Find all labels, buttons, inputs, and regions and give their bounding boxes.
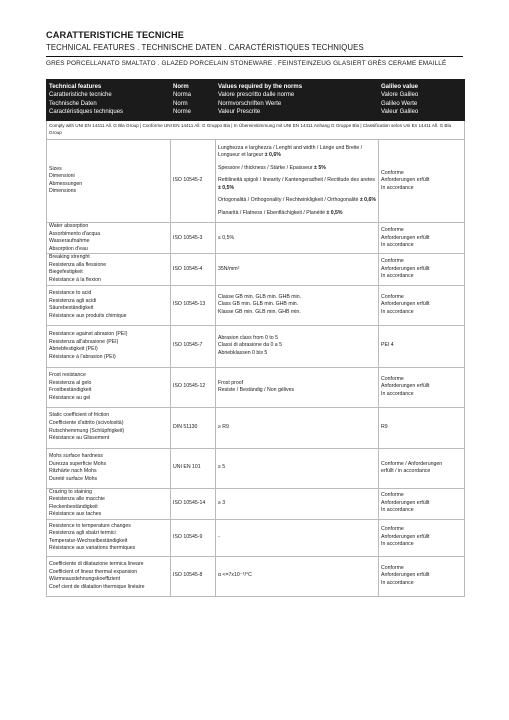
value-description: Ortogonalità / Orthogonality / Rechtwinkligkeit / Orthogonalité <box>218 197 359 204</box>
value-description: - <box>218 533 220 540</box>
feature-label: Breaking strenght <box>49 254 90 261</box>
feature-label: Dimensioni <box>49 173 75 180</box>
norm-cell: ISO 10545-3 <box>171 223 216 254</box>
feature-label: Rutschhemmung (Schlüpfrigkeit) <box>49 427 125 434</box>
value-description: Abriebklassen 0 bis 5 <box>218 349 268 356</box>
galileo-cell <box>379 223 465 254</box>
feature-label: Wasseraufnahme <box>49 238 90 245</box>
features-table <box>46 79 465 597</box>
value-text <box>218 294 376 302</box>
galileo-label: Conforme <box>381 227 404 234</box>
feature-label: Résistance aux taches <box>49 511 102 518</box>
feature-cell <box>47 519 171 556</box>
table-row <box>47 285 465 325</box>
feature-label: Static coefficient of friction <box>49 412 110 419</box>
feature-label: Durezza superficie Mohs <box>49 460 107 467</box>
value-description: Spessore / thickness / Stärke / Epaisseur <box>218 164 313 171</box>
value-text <box>218 464 376 472</box>
galileo-cell <box>379 407 465 448</box>
feature-label: Resistenza alla flessione <box>49 261 107 268</box>
value-cell <box>216 254 379 285</box>
value-description: Klasse GB min. GLB min. GHB min. <box>218 308 301 315</box>
value-text <box>218 301 376 309</box>
galileo-label: Anforderungen erfüllt <box>381 177 430 184</box>
feature-label: Biegefestigkeit <box>49 269 83 276</box>
norm-cell: ISO 10545-4 <box>171 254 216 285</box>
value-description: Planarità / Flatness / Ebenflächigkeit / Planéité <box>218 209 325 216</box>
galileo-label: Anforderungen erfüllt <box>381 234 430 241</box>
value-description: ≤ 0,5% <box>218 234 235 241</box>
feature-cell <box>47 254 171 285</box>
norm-cell: UNI EN 101 <box>171 448 216 488</box>
table-row <box>47 488 465 519</box>
galileo-cell <box>379 488 465 519</box>
galileo-label: In accordance <box>381 507 414 514</box>
galileo-label: Conforme <box>381 375 404 382</box>
feature-label: Resistenza all'abrasione (PEI) <box>49 338 119 345</box>
feature-label: Assorbimento d'acqua <box>49 230 101 237</box>
galileo-label: erfüllt / in accordance <box>381 468 431 475</box>
value-cell <box>216 519 379 556</box>
table-row <box>47 556 465 596</box>
feature-label: Wärmeausdehnungskoeffizient <box>49 576 121 583</box>
feature-label: Water absorption <box>49 223 89 230</box>
value-cell <box>216 325 379 367</box>
norm-cell: ISO 10545-2 <box>171 139 216 223</box>
feature-label: Ritzhärte nach Mohs <box>49 468 97 475</box>
galileo-label: Anforderungen erfüllt <box>381 499 430 506</box>
galileo-label: In accordance <box>381 184 414 191</box>
value-text <box>218 309 376 317</box>
feature-label: Résistance à l'abrasion (PEI) <box>49 353 116 360</box>
header-values: Values required by the norms Valore prescritto dalle norme Normvorschriften Werte Valeur Prescrite <box>216 80 379 121</box>
value-text <box>218 165 376 173</box>
table-body <box>47 120 465 596</box>
galileo-label: Conforme <box>381 564 404 571</box>
feature-label: Abriebfestigkeit (PEI) <box>49 346 98 353</box>
value-description: ≥ 3 <box>218 499 226 506</box>
galileo-label: Anforderungen erfüllt <box>381 301 430 308</box>
galileo-label: Anforderungen erfüllt <box>381 533 430 540</box>
galileo-label: In accordance <box>381 541 414 548</box>
feature-label: Crazing to staining <box>49 488 92 495</box>
feature-label: Absorption d'eau <box>49 245 88 252</box>
value-description: 35N/mm² <box>218 265 240 272</box>
value-description: α <=7x10⁻⁶/°C <box>218 572 252 579</box>
feature-cell <box>47 139 171 223</box>
galileo-cell <box>379 519 465 556</box>
value-cell <box>216 448 379 488</box>
feature-label: Coefficiente di dilatazione termica lineare <box>49 561 144 568</box>
value-text <box>218 235 376 243</box>
galileo-label: Anforderungen erfüllt <box>381 572 430 579</box>
feature-cell <box>47 407 171 448</box>
galileo-cell <box>379 367 465 407</box>
feature-label: Résistance au Glissement <box>49 435 110 442</box>
table-row <box>47 139 465 223</box>
value-text <box>218 424 376 432</box>
feature-label: Resistenza al gelo <box>49 379 92 386</box>
feature-label: Résistance aux variations thermiques <box>49 545 136 552</box>
feature-label: Dimensions <box>49 188 77 195</box>
galileo-label: Conforme <box>381 169 404 176</box>
feature-cell <box>47 285 171 325</box>
value-cell <box>216 488 379 519</box>
norm-cell: ISO 10545-12 <box>171 367 216 407</box>
table-row <box>47 254 465 285</box>
value-description: Abrasion class from 0 to 5 <box>218 334 278 341</box>
header-features: Technical features Caratteristiche tecniche Technische Daten Caractéristiques techniques <box>47 80 171 121</box>
header-norm: Norm Norma Norm Norme <box>171 80 216 121</box>
feature-cell <box>47 488 171 519</box>
galileo-label: In accordance <box>381 242 414 249</box>
value-text <box>218 145 376 160</box>
value-text <box>218 266 376 274</box>
page-title: CARATTERISTICHE TECNICHE <box>46 30 184 40</box>
value-cell <box>216 223 379 254</box>
value-text <box>218 572 376 580</box>
feature-label: Sizes <box>49 165 62 172</box>
feature-label: Temperatur-Wechselbeständigkeit <box>49 537 128 544</box>
table-row <box>47 325 465 367</box>
compliance-row <box>47 120 465 139</box>
tolerance-value: ± 0,6% <box>359 197 377 204</box>
value-description: Classi di abrasione da 0 a 5 <box>218 342 283 349</box>
value-text <box>218 177 376 192</box>
value-text <box>218 342 376 350</box>
galileo-cell <box>379 556 465 596</box>
feature-label: Resistenza agli sbalzi termici <box>49 530 116 537</box>
value-text <box>218 210 376 218</box>
feature-label: Abmessungen <box>49 180 83 187</box>
galileo-cell <box>379 448 465 488</box>
value-text <box>218 534 376 542</box>
compliance-note: Comply with UNI EN 14411 All. G Bla Group | Conforme UNI EN 14411 All. G Gruppo Bla | In Übereinstimmung mit UNI EN 14411 Anhang G Gruppe Bla | Classification selon Uni En 14411 All. G Bla Group <box>47 120 465 139</box>
product-line: GRES PORCELLANATO SMALTATO . GLAZED PORCELAIN STONEWARE . FEINSTEINZEUG GLASIERT GRÈS CERAME EMAILLÉ <box>46 60 447 67</box>
feature-label: Resistance against abrasion (PEI) <box>49 330 128 337</box>
galileo-label: In accordance <box>381 308 414 315</box>
table-row <box>47 448 465 488</box>
tolerance-value: ± 0,5% <box>326 209 343 216</box>
tolerance-value: ± 0,5% <box>218 184 235 191</box>
value-description: ≥ 5 <box>218 464 226 471</box>
galileo-label: Conforme <box>381 258 404 265</box>
feature-cell <box>47 223 171 254</box>
norm-cell: DIN 51130 <box>171 407 216 448</box>
galileo-label: In accordance <box>381 390 414 397</box>
feature-cell <box>47 325 171 367</box>
norm-cell: ISO 10545-8 <box>171 556 216 596</box>
value-text <box>218 335 376 343</box>
galileo-label: In accordance <box>381 579 414 586</box>
feature-label: Säurebeständigkeit <box>49 305 94 312</box>
feature-label: Dureté surface Mohs <box>49 475 98 482</box>
feature-label: Résistance à la flexion <box>49 277 101 283</box>
value-text <box>218 380 376 388</box>
galileo-label: Conforme <box>381 526 404 533</box>
feature-label: Résistance au gel <box>49 394 91 401</box>
feature-cell <box>47 367 171 407</box>
value-cell <box>216 139 379 223</box>
galileo-label: R9 <box>381 423 388 430</box>
value-text <box>218 197 376 205</box>
value-description: ≥ R9 <box>218 423 229 430</box>
feature-label: Fleckenbeständigkeit <box>49 503 98 510</box>
header-galileo: Galileo value Valore Galileo Galileo Werte Valeur Galileo <box>379 80 465 121</box>
value-description: Frost proof <box>218 379 244 386</box>
value-text <box>218 350 376 358</box>
feature-label: Résistance aux produits chimique <box>49 312 127 319</box>
feature-label: Coefficient of linear thermal expansion <box>49 568 138 575</box>
norm-cell: ISO 10545-13 <box>171 285 216 325</box>
value-description: Classe GB min. GLB min. GHB min. <box>218 293 302 300</box>
feature-label: Resistence to temperature changes <box>49 522 131 529</box>
galileo-cell <box>379 139 465 223</box>
value-description: Rettilineità spigoli / linearity / Kantengeradheit / Rectitude des aretes <box>218 177 375 184</box>
table-row <box>47 367 465 407</box>
tolerance-value: ± 5% <box>314 164 326 171</box>
value-description: Lunghezza e larghezza / Lenght and width / Länge und Breite / Longueur et largeur <box>218 144 363 159</box>
galileo-cell <box>379 285 465 325</box>
value-cell <box>216 407 379 448</box>
feature-label: Resistance to acid <box>49 289 92 296</box>
feature-label: Mohs surface hardness <box>49 452 103 459</box>
title-divider <box>46 56 463 57</box>
feature-label: Frost resistance <box>49 371 86 378</box>
galileo-label: Conforme <box>381 492 404 499</box>
value-cell <box>216 285 379 325</box>
feature-label: Resistenza agli acidi <box>49 297 97 304</box>
value-text <box>218 500 376 508</box>
value-description: Resiste / Beständig / Non gélives <box>218 387 295 394</box>
page-subtitle: TECHNICAL FEATURES . TECHNISCHE DATEN . CARACTÉRISTIQUES TECHNIQUES <box>46 43 364 52</box>
galileo-label: Anforderungen erfüllt <box>381 265 430 272</box>
norm-cell: ISO 10545-9 <box>171 519 216 556</box>
galileo-cell <box>379 325 465 367</box>
galileo-label: Conforme / Anforderungen <box>381 460 443 467</box>
galileo-cell <box>379 254 465 285</box>
table-row <box>47 407 465 448</box>
galileo-label: Anforderungen erfüllt <box>381 383 430 390</box>
feature-label: Coef cient de dilatation thermique linéaire <box>49 583 145 590</box>
galileo-label: In accordance <box>381 273 414 280</box>
feature-label: Frostbeständigkeit <box>49 387 92 394</box>
value-cell <box>216 556 379 596</box>
value-description: Class GB min. GLB min. GHB min. <box>218 301 299 308</box>
feature-cell <box>47 556 171 596</box>
galileo-label: PEI 4 <box>381 342 394 349</box>
table-row <box>47 223 465 254</box>
feature-label: Coefficiente d'attrito (scivolosità) <box>49 420 124 426</box>
galileo-label: Conforme <box>381 293 404 300</box>
value-text <box>218 387 376 395</box>
table-header-row <box>47 80 465 121</box>
norm-cell: ISO 10545-7 <box>171 325 216 367</box>
norm-cell: ISO 10545-14 <box>171 488 216 519</box>
feature-label: Resistenza alle macchie <box>49 496 105 503</box>
tolerance-value: ± 0,6% <box>264 152 281 159</box>
feature-cell <box>47 448 171 488</box>
value-cell <box>216 367 379 407</box>
table-row <box>47 519 465 556</box>
